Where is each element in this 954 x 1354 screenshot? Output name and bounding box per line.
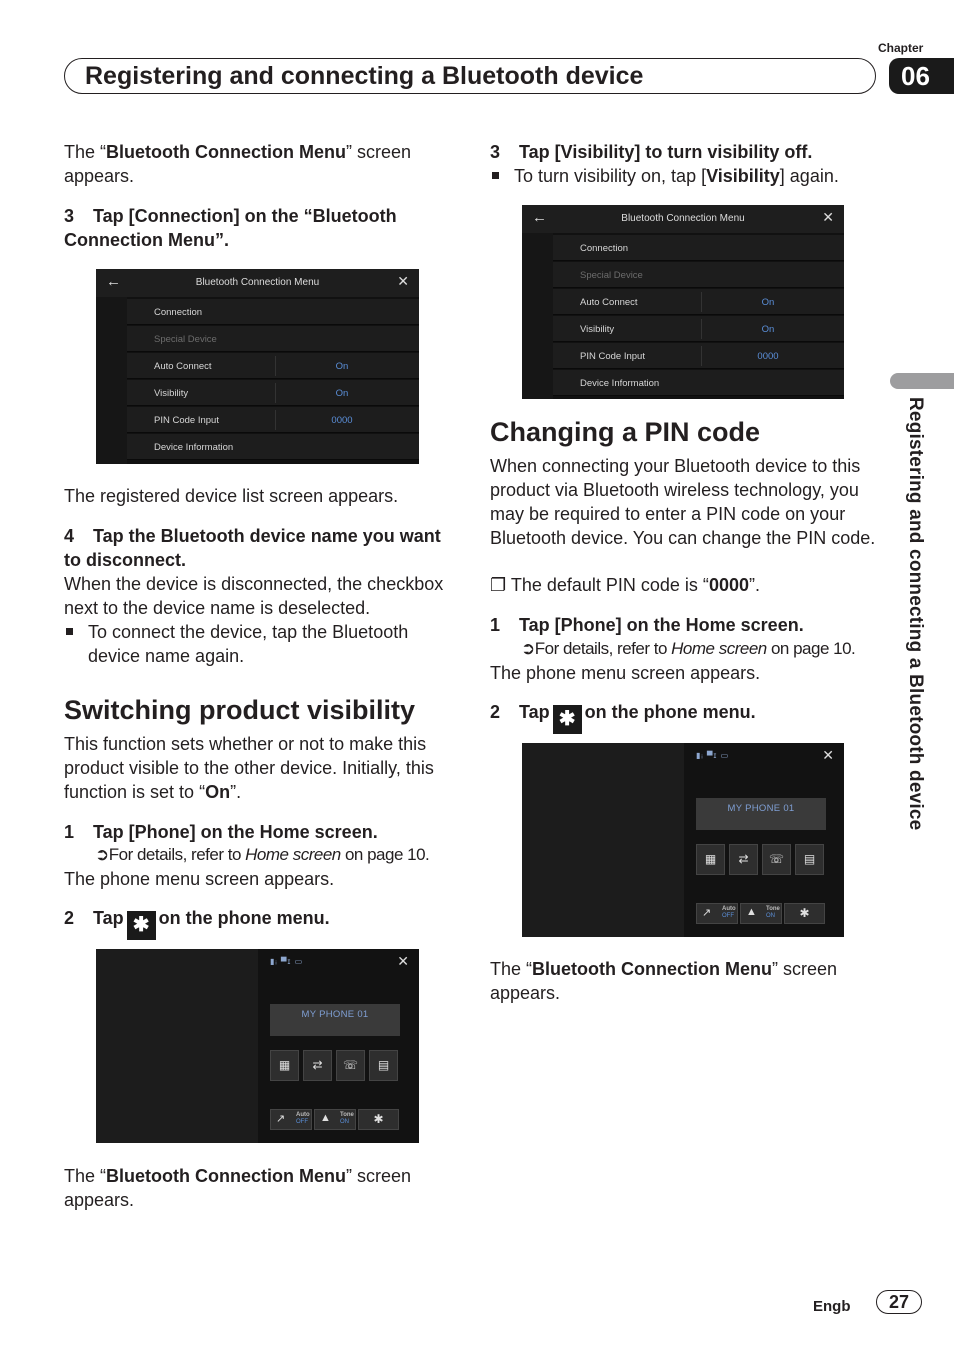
page-number: 27 bbox=[876, 1290, 922, 1314]
bullet-item: To connect the device, tap the Bluetooth device name again. bbox=[64, 620, 444, 668]
menu-row: Auto Connect On bbox=[553, 289, 844, 315]
close-icon: ✕ bbox=[397, 273, 409, 289]
step-heading: 4 Tap the Bluetooth device name you want to disconnect. bbox=[64, 526, 441, 570]
back-arrow-icon: ← bbox=[532, 209, 547, 226]
page-reference: ➲For details, refer to Home screen on page 10. bbox=[95, 845, 430, 864]
chapter-number: 06 bbox=[889, 58, 954, 94]
menu-row: Device Information bbox=[553, 370, 844, 396]
contacts-icon: ☏ bbox=[762, 844, 791, 875]
bell-icon: ▲ bbox=[320, 1112, 331, 1124]
settings-gear-icon: ✱ bbox=[553, 705, 582, 734]
arrow-icon: ➲ bbox=[95, 845, 109, 864]
phone-menu-screenshot bbox=[522, 743, 844, 937]
title-bar bbox=[522, 205, 844, 233]
section-heading: Switching product visibility bbox=[64, 695, 416, 725]
menu-row: Special Device bbox=[553, 262, 844, 288]
language-code: Engb bbox=[813, 1298, 851, 1315]
chapter-label: Chapter bbox=[878, 41, 924, 55]
side-tab-text: Registering and connecting a Bluetooth device bbox=[905, 397, 926, 831]
status-icons: ▮ᵢ ▀ɪ ▭ bbox=[696, 751, 730, 760]
step-heading: 1 Tap [Phone] on the Home screen. bbox=[64, 822, 378, 842]
list-icon: ▤ bbox=[369, 1050, 398, 1081]
section-heading: Changing a PIN code bbox=[490, 417, 761, 447]
device-name: MY PHONE 01 bbox=[696, 798, 826, 830]
step-heading: 2 Tap ✱ on the phone menu. bbox=[64, 906, 330, 940]
ring-tone-button: ▲ Tone ON bbox=[740, 903, 782, 924]
call-icon: ↗ bbox=[702, 907, 712, 919]
menu-row: Visibility On bbox=[553, 316, 844, 342]
bluetooth-menu-screenshot bbox=[522, 205, 844, 399]
device-name: MY PHONE 01 bbox=[270, 1004, 400, 1036]
menu-row: Auto Connect On bbox=[127, 353, 419, 379]
close-icon: ✕ bbox=[397, 953, 409, 969]
step-heading: 2 Tap ✱ on the phone menu. bbox=[490, 700, 756, 734]
menu-row: Special Device bbox=[127, 326, 419, 352]
status-icons: ▮ᵢ ▀ɪ ▭ bbox=[270, 957, 304, 966]
paragraph: When connecting your Bluetooth device to this product via Bluetooth wireless technology, you may be required to enter a PIN code on your Bluetooth device. You can change the PIN code. bbox=[490, 456, 876, 548]
paragraph: The “Bluetooth Connection Menu” screen appears. bbox=[64, 1166, 412, 1210]
menu-row: Device Information bbox=[127, 434, 419, 460]
title-bar bbox=[96, 269, 419, 297]
transfer-icon: ⇄ bbox=[729, 844, 758, 875]
close-icon: ✕ bbox=[822, 747, 834, 763]
menu-row: PIN Code Input 0000 bbox=[127, 407, 419, 433]
arrow-icon: ➲ bbox=[521, 639, 535, 658]
menu-title: Bluetooth Connection Menu bbox=[621, 213, 745, 224]
paragraph: This function sets whether or not to make this product visible to the other device. Initially, this function is set to “On”. bbox=[64, 734, 434, 802]
close-icon: ✕ bbox=[822, 209, 834, 225]
menu-row: PIN Code Input 0000 bbox=[553, 343, 844, 369]
paragraph: The phone menu screen appears. bbox=[490, 663, 761, 683]
bluetooth-menu-screenshot bbox=[96, 269, 419, 464]
keypad-icon: ▦ bbox=[696, 844, 725, 875]
settings-gear-icon: ✱ bbox=[784, 903, 825, 924]
back-arrow-icon: ← bbox=[106, 273, 121, 290]
settings-gear-icon: ✱ bbox=[127, 911, 156, 940]
paragraph: When the device is disconnected, the checkbox next to the device name is deselected. bbox=[64, 574, 444, 618]
side-tab-marker bbox=[890, 373, 954, 389]
contacts-icon: ☏ bbox=[336, 1050, 365, 1081]
paragraph: The “Bluetooth Connection Menu” screen appears. bbox=[490, 959, 838, 1003]
note-checkbox-icon: ❐ bbox=[490, 575, 507, 595]
menu-row: Connection bbox=[127, 299, 419, 325]
menu-row: Visibility On bbox=[127, 380, 419, 406]
paragraph: The phone menu screen appears. bbox=[64, 869, 335, 889]
step-heading: 3 Tap [Connection] on the “Bluetooth Connection Menu”. bbox=[64, 206, 397, 250]
ring-tone-button: ▲ Tone ON bbox=[314, 1109, 356, 1130]
menu-row: Connection bbox=[553, 235, 844, 261]
transfer-icon: ⇄ bbox=[303, 1050, 332, 1081]
step-heading: 3 Tap [Visibility] to turn visibility off. bbox=[490, 142, 813, 162]
keypad-icon: ▦ bbox=[270, 1050, 299, 1081]
menu-title: Bluetooth Connection Menu bbox=[195, 277, 320, 288]
section-title: Registering and connecting a Bluetooth device bbox=[64, 58, 876, 94]
list-icon: ▤ bbox=[795, 844, 824, 875]
settings-gear-icon: ✱ bbox=[358, 1109, 399, 1130]
auto-answer-button: ↗ Auto OFF bbox=[270, 1109, 312, 1130]
page-reference: ➲For details, refer to Home screen on page 10. bbox=[521, 639, 856, 658]
call-icon: ↗ bbox=[276, 1113, 286, 1125]
auto-answer-button: ↗ Auto OFF bbox=[696, 903, 738, 924]
paragraph: The registered device list screen appears. bbox=[64, 486, 399, 506]
step-heading: 1 Tap [Phone] on the Home screen. bbox=[490, 615, 804, 635]
bullet-item: To turn visibility on, tap [Visibility] again. bbox=[490, 164, 870, 188]
note: ❐ The default PIN code is “0000”. bbox=[490, 575, 760, 595]
paragraph: The “Bluetooth Connection Menu” screen appears. bbox=[64, 142, 412, 186]
bell-icon: ▲ bbox=[746, 906, 757, 918]
phone-menu-screenshot bbox=[96, 949, 419, 1143]
